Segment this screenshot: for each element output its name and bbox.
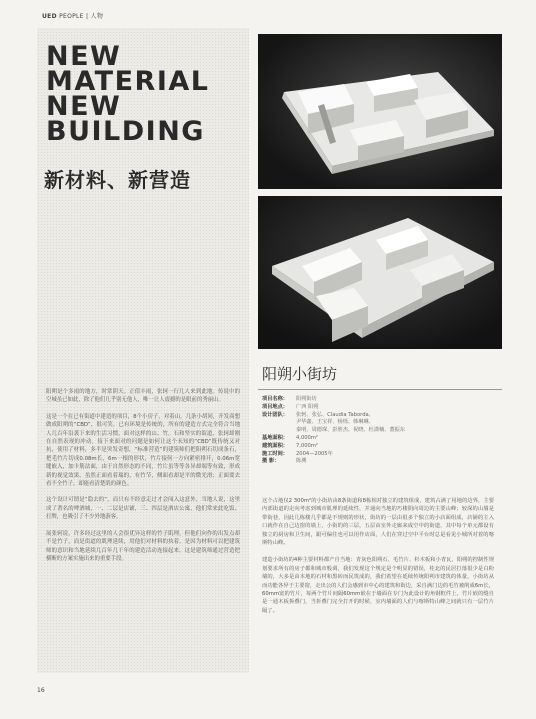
paragraph: 这个设计可谓是“隐去的”，而只有不经意走过才会闯入这意外，当地人说，这里成了著名的啤酒城，一、二层是店铺，三、四层是酒店公寓，他们常来此吃饭、打牌，也吸引了不少外地游客。: [46, 497, 240, 521]
paragraph: 建造小街坊的4种主要材料都产自当地：青灰色阳朔石、毛竹片、杉木板和小青瓦，阳朔的控制性规划要求所有的房子都和城市般调，我们发现这个规定是个明显的错误，桂北的民居打落很少是白粉墙的，大多是由本地的石材和黑砖而民筑成的，我们希望在延续传统阳朔市建筑的体量，小街坊从而功能各异于主要窗，走出公的人们会感到市中心的建筑和街边，采自满门边的毛竹被削成6m长，60mm宽的竹片，每两个竹片间隔60mm嵌在于墙面在专门为此设计的角钢框件上，竹片嵌的缝自是一通木板拆叠门，当折叠门完全打开的时候，室内墙面的人们与喀斯特山峰之间就只有一层竹片隔了。: [262, 557, 494, 614]
info-value: 阳朔街坊: [296, 396, 317, 402]
project-title: 阳朔小街坊: [262, 365, 338, 383]
title-line: NEW: [46, 41, 122, 72]
info-value: 4,000m²: [296, 434, 318, 441]
info-row: [262, 427, 462, 435]
info-key: [262, 427, 296, 435]
title-line: NEW: [46, 91, 122, 122]
page-header: UED PEOPLE | 人物: [42, 13, 104, 20]
info-value: 秦明、周德琛、彭胜杰、祝晓、杜潇楠、董振东: [296, 427, 405, 434]
info-key: 项目名称：: [262, 396, 288, 402]
info-key: [262, 419, 296, 427]
title-line: MATERIAL: [46, 66, 210, 97]
title-line: BUILDING: [46, 116, 205, 147]
info-key: 基地面积：: [262, 434, 288, 441]
chinese-title: 新材料、新营造: [44, 168, 191, 192]
info-row: [262, 404, 462, 412]
info-value: 张轲、张弘、Claudia Taborda、: [296, 411, 374, 418]
model-photo-top: [258, 34, 502, 189]
info-key: 设计团队：: [262, 411, 288, 418]
info-key: 项目地点：: [262, 403, 288, 410]
english-title: [46, 41, 210, 147]
paragraph: 这是一个在已有街道中建造的项目，8个小房子，对着山。几条小胡同，开发商想做成阳朔的“CBD”，很可笑。已有环境是传统的，所有的建造方式完全符合当地人几百年沿袭下来的生活习惯，面对这样的山、竹，石和坚实的街道，张轲却刚在自然表现的冲动。接下来面对的问题是如何让这个未知的“CBD”既传统又对抗，使用了材料，多半是突发奇想，“标准营造”的建筑师们把阳朔石切成条石，把毛竹片切成0.08m长，6m一根的形状，竹片接何一方向紧密排开，0.06m宽缝嵌入，加卡筋法面，由于自然形态的不同，竹片虽等等各异却端等有致，形成新的视觉效果。虽然正面看着瑞的，有竹节，侧面看却是平的微光滑；正面要去看不全竹子，却能看清楚肌的颜色。: [46, 413, 240, 488]
info-row: [262, 451, 462, 459]
header-section: PEOPLE: [59, 13, 84, 20]
info-value: 广西 阳朔: [296, 403, 319, 410]
paragraph: 阳朔是个多雨的地方，时常阴天。正值丰雨，张轲一行几人来到此地。传说中的空城虽已如此，除了他们几乎别无他人，唯一让人震撼的是眼前的秀丽山。: [46, 389, 240, 404]
info-row: [262, 443, 462, 451]
info-key: 施工时间：: [262, 450, 288, 457]
info-row: [262, 458, 462, 466]
info-key: 建筑面积：: [262, 442, 288, 449]
paragraph: 这个占地仅2 300m²的小街坊由8条街道和8栋相对独立的建筑组成，建筑占满了用地的边界，主要内部街道的走向考虑到城市肌理的延续性，并通向当地的巧楼阴向周边的主要山峰；较深的山墙是带街巷，因此几栋楼几乎都是不规则的形状，街坊的一层由很多个独立的小店面组成，店铺的主入口就作在自己边窗的墙上，小街的的三层，五层由室外走廊来成空中的街道，其中每个单元都设有独立的厨房和卫生间，跟可偏往也可以用作店面，人们在穿过空中平台时总是看见小城所对着的喀斯特山峰。: [262, 498, 494, 547]
divider-line: [258, 389, 502, 390]
info-value: 陈溯: [296, 458, 307, 465]
left-body-text: [46, 388, 240, 571]
right-body-text: [262, 497, 494, 624]
info-value: 7,000m²: [296, 442, 318, 449]
header-brand: UED: [42, 13, 57, 20]
model-photo-bottom: [258, 196, 502, 349]
info-value: 2004—2005年: [296, 450, 333, 457]
header-section-cn: 人物: [90, 13, 104, 20]
info-key: 摄 影：: [262, 458, 280, 465]
page-number: 16: [37, 687, 45, 694]
info-row: [262, 396, 462, 404]
info-row: [262, 435, 462, 443]
info-value: 尹华鑫、王宝祥、杨烁、韩琳琳、: [296, 419, 374, 426]
project-info-list: [262, 396, 462, 466]
paragraph: 展张轲说，许多经过这里的人会很优异这样的竹子肌理，但他们向作的出发点却不是竹子，而是街道的肌理延续，用他们对材料的执着，是因为材料可以把建筑师的意识和当地延续几百年几千年的建造活动连接起来。这是建筑师通过营造把横断的方案实施出来的重要手段。: [46, 530, 240, 562]
